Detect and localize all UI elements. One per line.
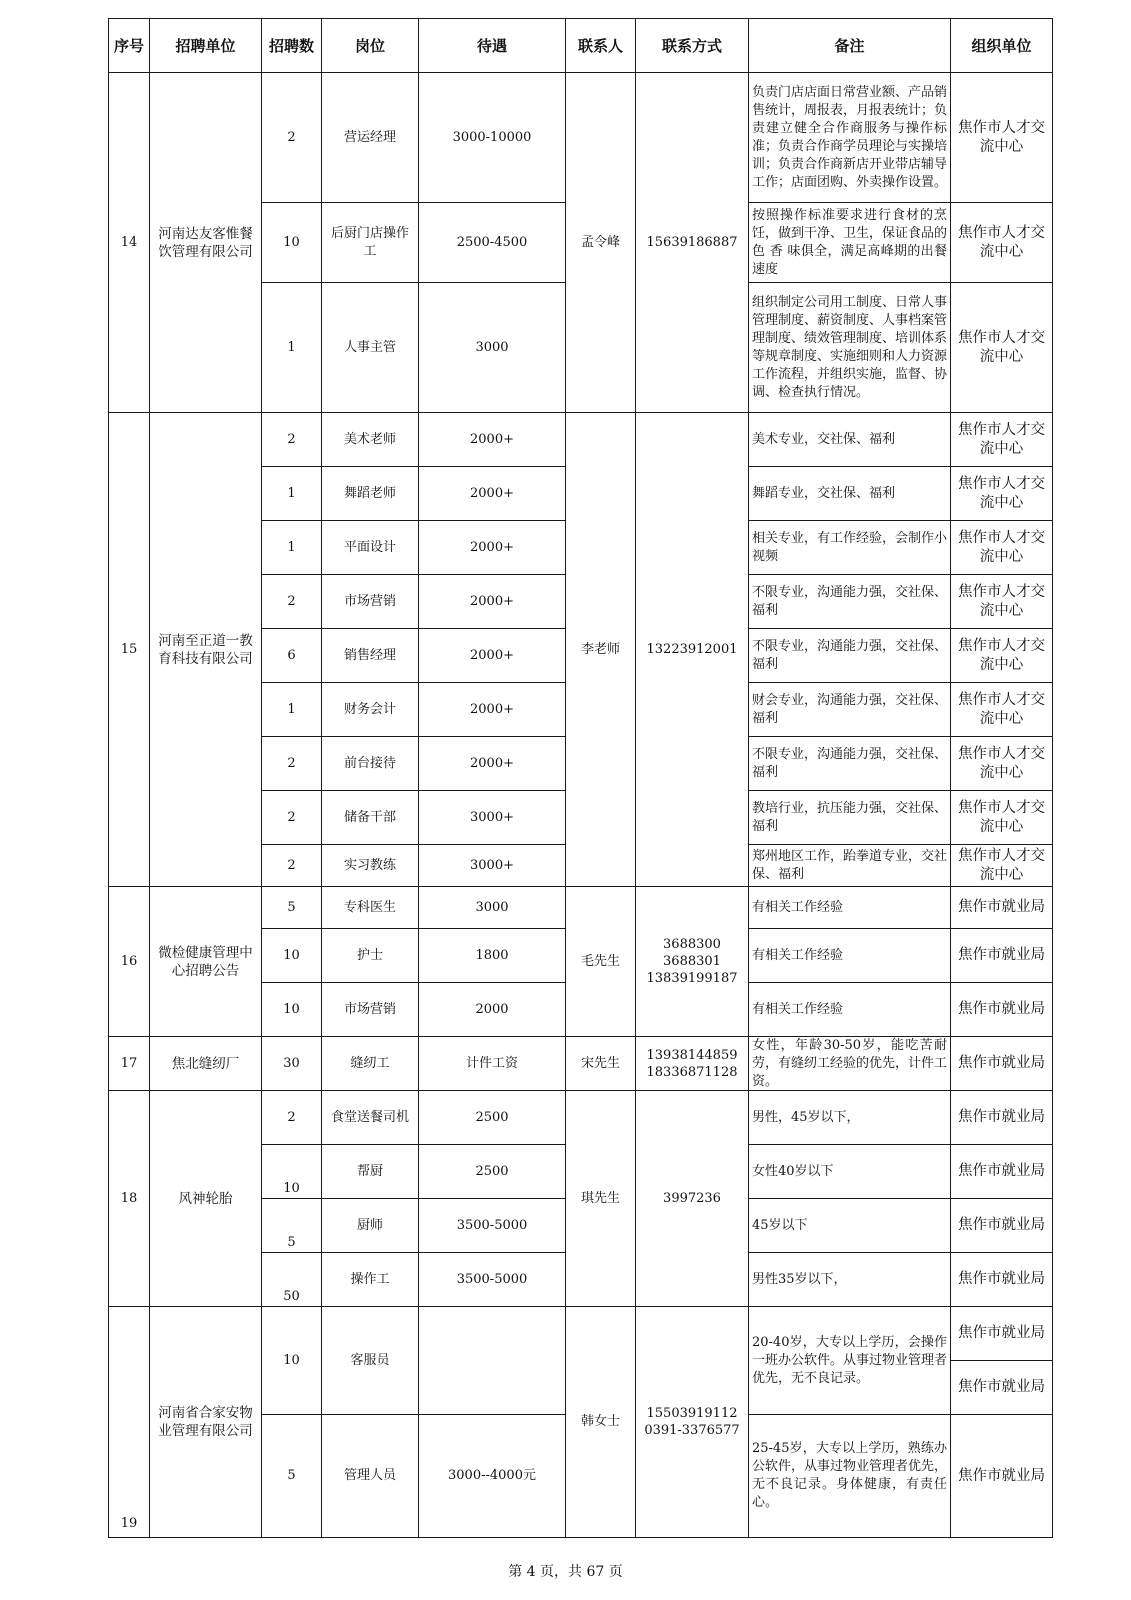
note-cell: 郑州地区工作，跆拳道专业，交社保、福利: [748, 844, 951, 887]
header-position: 岗位: [321, 18, 419, 73]
note-cell: 45岁以下: [748, 1198, 951, 1253]
company-cell: 河南至正道一教育科技有限公司: [149, 412, 262, 887]
note-cell: 负责门店店面日常营业额、产品销售统计，周报表，月报表统计；负责建立健全合作商服务与操作标准；负责合作商学员理论与实操培训；负责合作商新店开业带店辅导工作；店面团购、外卖操作设置。: [748, 72, 951, 203]
note-cell: 舞蹈专业，交社保、福利: [748, 466, 951, 521]
count-cell: 2: [261, 1090, 322, 1145]
position-cell: 操作工: [321, 1252, 419, 1307]
note-cell: 美术专业，交社保、福利: [748, 412, 951, 467]
recruitment-table: [108, 18, 1053, 1538]
note-cell: 相关专业，有工作经验，会制作小视频: [748, 520, 951, 575]
seq-cell: 14: [108, 72, 150, 413]
position-cell: 缝纫工: [321, 1036, 419, 1091]
pay-cell: 2500: [418, 1144, 566, 1199]
position-cell: 帮厨: [321, 1144, 419, 1199]
position-cell: 营运经理: [321, 72, 419, 203]
org-cell: 焦作市人才交流中心: [950, 844, 1053, 887]
position-cell: 食堂送餐司机: [321, 1090, 419, 1145]
count-cell: 1: [261, 520, 322, 575]
company-cell: 微检健康管理中心招聘公告: [149, 886, 262, 1037]
company-cell: 焦北缝纫厂: [149, 1036, 262, 1091]
count-cell: 2: [261, 736, 322, 791]
org-cell: 焦作市人才交流中心: [950, 574, 1053, 629]
contact-person-cell: 宋先生: [565, 1036, 636, 1091]
pay-cell: 2000+: [418, 412, 566, 467]
header-note: 备注: [748, 18, 951, 73]
position-cell: 市场营销: [321, 574, 419, 629]
count-cell: 30: [261, 1036, 322, 1091]
count-cell: 2: [261, 790, 322, 845]
count-cell: 10: [261, 928, 322, 983]
org-cell: 焦作市人才交流中心: [950, 466, 1053, 521]
org-cell: 焦作市就业局: [950, 928, 1053, 983]
pay-cell: 1800: [418, 928, 566, 983]
position-cell: 美术老师: [321, 412, 419, 467]
org-cell: 焦作市就业局: [950, 1090, 1053, 1145]
company-cell: 风神轮胎: [149, 1090, 262, 1307]
position-cell: 储备干部: [321, 790, 419, 845]
seq-cell: 15: [108, 412, 150, 887]
pay-cell: 3500-5000: [418, 1252, 566, 1307]
contact-person-cell: 毛先生: [565, 886, 636, 1037]
header-seq: 序号: [108, 18, 150, 73]
pay-cell: 3000--4000元: [418, 1414, 566, 1538]
count-cell: 10: [261, 1306, 322, 1415]
org-cell: 焦作市人才交流中心: [950, 736, 1053, 791]
contact-person-cell: 孟令峰: [565, 72, 636, 413]
pay-cell: 3000+: [418, 844, 566, 887]
count-cell: 10: [261, 202, 322, 283]
count-cell: 2: [261, 574, 322, 629]
note-cell: 组织制定公司用工制度、日常人事管理制度、薪资制度、人事档案管理制度、绩效管理制度、培训体系等规章制度、实施细则和人力资源工作流程，并组织实施，监督、协调、检查执行情况。: [748, 282, 951, 413]
header-company: 招聘单位: [149, 18, 262, 73]
seq-cell: 17: [108, 1036, 150, 1091]
seq-cell: 16: [108, 886, 150, 1037]
note-cell: 不限专业，沟通能力强，交社保、福利: [748, 574, 951, 629]
count-cell: 2: [261, 412, 322, 467]
org-cell: 焦作市人才交流中心: [950, 628, 1053, 683]
contact-person-cell: 李老师: [565, 412, 636, 887]
org-cell: 焦作市人才交流中心: [950, 202, 1053, 283]
position-cell: 管理人员: [321, 1414, 419, 1538]
note-cell: 有相关工作经验: [748, 886, 951, 929]
phone-cell: 13223912001: [635, 412, 749, 887]
pay-cell: 计件工资: [418, 1036, 566, 1091]
count-cell: 5: [261, 1198, 322, 1253]
header-phone: 联系方式: [635, 18, 749, 73]
org-cell: 焦作市人才交流中心: [950, 72, 1053, 203]
count-cell: 2: [261, 72, 322, 203]
position-cell: 实习教练: [321, 844, 419, 887]
pay-cell: 2000+: [418, 736, 566, 791]
count-cell: 6: [261, 628, 322, 683]
position-cell: 舞蹈老师: [321, 466, 419, 521]
org-cell: 焦作市就业局: [950, 1414, 1053, 1538]
contact-person-cell: 琪先生: [565, 1090, 636, 1307]
org-cell: 焦作市人才交流中心: [950, 412, 1053, 467]
org-cell: 焦作市就业局: [950, 1360, 1053, 1415]
position-cell: 后厨门店操作工: [321, 202, 419, 283]
position-cell: 平面设计: [321, 520, 419, 575]
company-cell: 河南省合家安物业管理有限公司: [149, 1306, 262, 1538]
header-contact: 联系人: [565, 18, 636, 73]
note-cell: 有相关工作经验: [748, 928, 951, 983]
position-cell: 专科医生: [321, 886, 419, 929]
seq-cell: 19: [108, 1306, 150, 1538]
note-cell: 教培行业，抗压能力强，交社保、福利: [748, 790, 951, 845]
note-cell: 不限专业，沟通能力强，交社保、福利: [748, 736, 951, 791]
note-cell: 财会专业，沟通能力强，交社保、福利: [748, 682, 951, 737]
org-cell: 焦作市就业局: [950, 1252, 1053, 1307]
count-cell: 5: [261, 1414, 322, 1538]
org-cell: 焦作市人才交流中心: [950, 282, 1053, 413]
phone-cell: 3688300 3688301 13839199187: [635, 886, 749, 1037]
pay-cell: 2000+: [418, 682, 566, 737]
pay-cell: 3000-10000: [418, 72, 566, 203]
pay-cell: 2000+: [418, 520, 566, 575]
position-cell: 销售经理: [321, 628, 419, 683]
note-cell: 男性35岁以下，: [748, 1252, 951, 1307]
phone-cell: 15639186887: [635, 72, 749, 413]
company-cell: 河南达友客惟餐饮管理有限公司: [149, 72, 262, 413]
pay-cell: 3000: [418, 282, 566, 413]
phone-cell: 13938144859 18336871128: [635, 1036, 749, 1091]
count-cell: 2: [261, 844, 322, 887]
count-cell: 10: [261, 1144, 322, 1199]
note-cell: 女性，年龄30-50岁，能吃苦耐劳，有缝纫工经验的优先，计件工资。: [748, 1036, 951, 1091]
header-org: 组织单位: [950, 18, 1053, 73]
position-cell: 市场营销: [321, 982, 419, 1037]
note-cell: 女性40岁以下: [748, 1144, 951, 1199]
org-cell: 焦作市人才交流中心: [950, 790, 1053, 845]
org-cell: 焦作市就业局: [950, 1198, 1053, 1253]
header-count: 招聘数: [261, 18, 322, 73]
pay-cell: 2000+: [418, 574, 566, 629]
phone-cell: 3997236: [635, 1090, 749, 1307]
count-cell: 5: [261, 886, 322, 929]
position-cell: 客服员: [321, 1306, 419, 1415]
phone-cell: 15503919112 0391-3376577: [635, 1306, 749, 1538]
count-cell: 1: [261, 682, 322, 737]
note-cell: 按照操作标准要求进行食材的烹饪，做到干净、卫生，保证食品的色 香 味俱全，满足高峰期的出餐速度: [748, 202, 951, 283]
pay-cell: 2000+: [418, 628, 566, 683]
page-footer: 第 4 页，共 67 页: [508, 1564, 623, 1580]
count-cell: 10: [261, 982, 322, 1037]
pay-cell: [418, 1306, 566, 1415]
note-cell: 20-40岁，大专以上学历，会操作一班办公软件。从事过物业管理者优先，无不良记录。: [748, 1306, 951, 1415]
pay-cell: 2000+: [418, 466, 566, 521]
pay-cell: 3500-5000: [418, 1198, 566, 1253]
position-cell: 护士: [321, 928, 419, 983]
pay-cell: 2500: [418, 1090, 566, 1145]
org-cell: 焦作市人才交流中心: [950, 682, 1053, 737]
count-cell: 50: [261, 1252, 322, 1307]
org-cell: 焦作市就业局: [950, 982, 1053, 1037]
org-cell: 焦作市人才交流中心: [950, 520, 1053, 575]
position-cell: 前台接待: [321, 736, 419, 791]
pay-cell: 2000: [418, 982, 566, 1037]
org-cell: 焦作市就业局: [950, 1036, 1053, 1091]
seq-cell: 18: [108, 1090, 150, 1307]
pay-cell: 3000+: [418, 790, 566, 845]
org-cell: 焦作市就业局: [950, 1306, 1053, 1361]
note-cell: 男性，45岁以下，: [748, 1090, 951, 1145]
count-cell: 1: [261, 466, 322, 521]
org-cell: 焦作市就业局: [950, 1144, 1053, 1199]
contact-person-cell: 韩女士: [565, 1306, 636, 1538]
position-cell: 财务会计: [321, 682, 419, 737]
note-cell: 有相关工作经验: [748, 982, 951, 1037]
org-cell: 焦作市就业局: [950, 886, 1053, 929]
position-cell: 人事主管: [321, 282, 419, 413]
note-cell: 25-45岁，大专以上学历，熟练办公软件，从事过物业管理者优先，无不良记录。身体健康，有责任心。: [748, 1414, 951, 1538]
pay-cell: 3000: [418, 886, 566, 929]
note-cell: 不限专业，沟通能力强，交社保、福利: [748, 628, 951, 683]
header-pay: 待遇: [418, 18, 566, 73]
pay-cell: 2500-4500: [418, 202, 566, 283]
position-cell: 厨师: [321, 1198, 419, 1253]
count-cell: 1: [261, 282, 322, 413]
